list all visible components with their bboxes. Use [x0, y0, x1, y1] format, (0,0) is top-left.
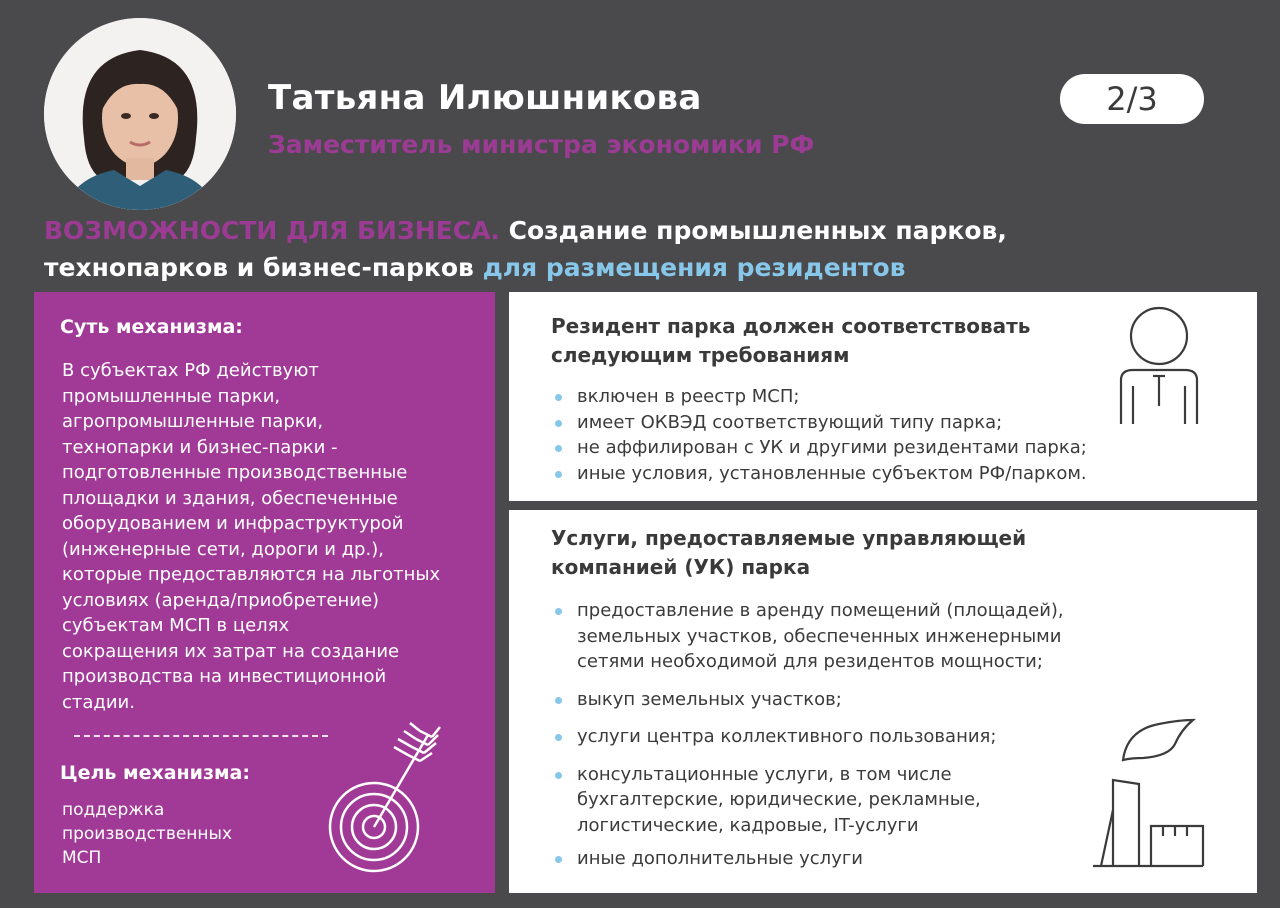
- goal-title: Цель механизма:: [60, 762, 250, 784]
- essence-line: сокращения их затрат на создание: [62, 640, 400, 662]
- list-item-text: иные условия, установленные субъектом РФ/парком.: [577, 462, 1087, 484]
- target-arrow-icon: [324, 717, 464, 877]
- person-role: Заместитель министра экономики РФ: [268, 130, 815, 159]
- requirements-title-line: следующим требованиям: [551, 343, 850, 367]
- list-item-text: имеет ОКВЭД соответствующий типу парка;: [577, 411, 1003, 433]
- goal-line: МСП: [62, 848, 102, 868]
- essence-text: [62, 358, 440, 715]
- essence-line: стадии.: [62, 691, 135, 713]
- essence-line: технопарки и бизнес-парки -: [62, 436, 338, 458]
- bullet-icon: [555, 734, 562, 741]
- essence-line: оборудованием и инфраструктурой: [62, 513, 404, 534]
- person-icon: [1113, 304, 1213, 428]
- goal-line: производственных: [62, 824, 233, 844]
- headline: [44, 212, 1244, 286]
- list-item-text: предоставление в аренду помещений (площадей),: [577, 600, 1064, 621]
- goal-text: [62, 798, 232, 870]
- list-item: [577, 598, 1064, 675]
- headline-part1: Создание промышленных парков,: [499, 216, 1007, 245]
- requirements-title: [551, 312, 1030, 370]
- essence-line: субъектам МСП в целях: [62, 615, 290, 636]
- bullet-icon: [555, 471, 562, 478]
- list-item-text: иные дополнительные услуги: [577, 848, 863, 869]
- services-list: [577, 598, 1064, 872]
- list-item: [577, 724, 1064, 750]
- page-counter: 2/3: [1060, 74, 1204, 124]
- essence-line: В субъектах РФ действуют: [62, 360, 319, 381]
- list-item: [577, 410, 1087, 436]
- essence-line: которые предоставляются на льготных: [62, 564, 441, 585]
- avatar: [44, 18, 236, 210]
- requirements-list: [577, 384, 1087, 486]
- essence-title: Суть механизма:: [60, 316, 243, 338]
- list-item: [577, 687, 1064, 713]
- bullet-icon: [555, 772, 562, 779]
- mechanism-panel: [34, 292, 495, 893]
- services-title: [551, 524, 1026, 582]
- bullet-icon: [555, 420, 562, 427]
- list-item-text: сетями необходимой для резидентов мощности;: [577, 651, 1043, 672]
- list-item-text: выкуп земельных участков;: [577, 688, 842, 710]
- factory-icon: [1083, 710, 1213, 870]
- list-item-text: земельных участков, обеспеченных инженерными: [577, 625, 1062, 647]
- list-item-text: бухгалтерские, юридические, рекламные,: [577, 789, 981, 810]
- list-item-text: консультационные услуги, в том числе: [577, 763, 952, 785]
- requirements-title-line: Резидент парка должен соответствовать: [551, 314, 1031, 338]
- bullet-icon: [555, 697, 562, 704]
- list-item-text: услуги центра коллективного пользования;: [577, 726, 997, 747]
- bullet-icon: [555, 856, 562, 863]
- services-card: [509, 510, 1257, 893]
- bullet-icon: [555, 608, 562, 615]
- bullet-icon: [555, 394, 562, 401]
- list-item-text: не аффилирован с УК и другими резидентами парка;: [577, 437, 1087, 458]
- essence-line: площадки и здания, обеспеченные: [62, 487, 398, 509]
- headline-highlight: для размещения резидентов: [482, 253, 906, 282]
- list-item: [577, 762, 1064, 839]
- bullet-icon: [555, 445, 562, 452]
- essence-line: производства на инвестиционной: [62, 666, 387, 687]
- divider: [74, 735, 328, 737]
- list-item: [577, 435, 1087, 461]
- person-portrait: [44, 18, 236, 210]
- list-item: [577, 846, 1064, 872]
- goal-line: поддержка: [62, 800, 165, 820]
- list-item: [577, 384, 1087, 410]
- essence-line: агропромышленные парки,: [62, 411, 324, 432]
- headline-accent: ВОЗМОЖНОСТИ ДЛЯ БИЗНЕСА.: [44, 216, 500, 245]
- headline-part2: технопарков и бизнес-парков: [44, 253, 483, 282]
- list-item-text: логистические, кадровые, IT-услуги: [577, 814, 919, 836]
- essence-line: условиях (аренда/приобретение): [62, 589, 380, 611]
- person-name: Татьяна Илюшникова: [268, 78, 702, 118]
- requirements-card: [509, 292, 1257, 501]
- services-title-line: Услуги, предоставляемые управляющей: [551, 526, 1027, 550]
- services-title-line: компанией (УК) парка: [551, 555, 811, 579]
- essence-line: промышленные парки,: [62, 385, 281, 407]
- essence-line: подготовленные производственные: [62, 462, 408, 483]
- list-item-text: включен в реестр МСП;: [577, 386, 800, 407]
- list-item: [577, 461, 1087, 487]
- essence-line: (инженерные сети, дороги и др.),: [62, 538, 384, 560]
